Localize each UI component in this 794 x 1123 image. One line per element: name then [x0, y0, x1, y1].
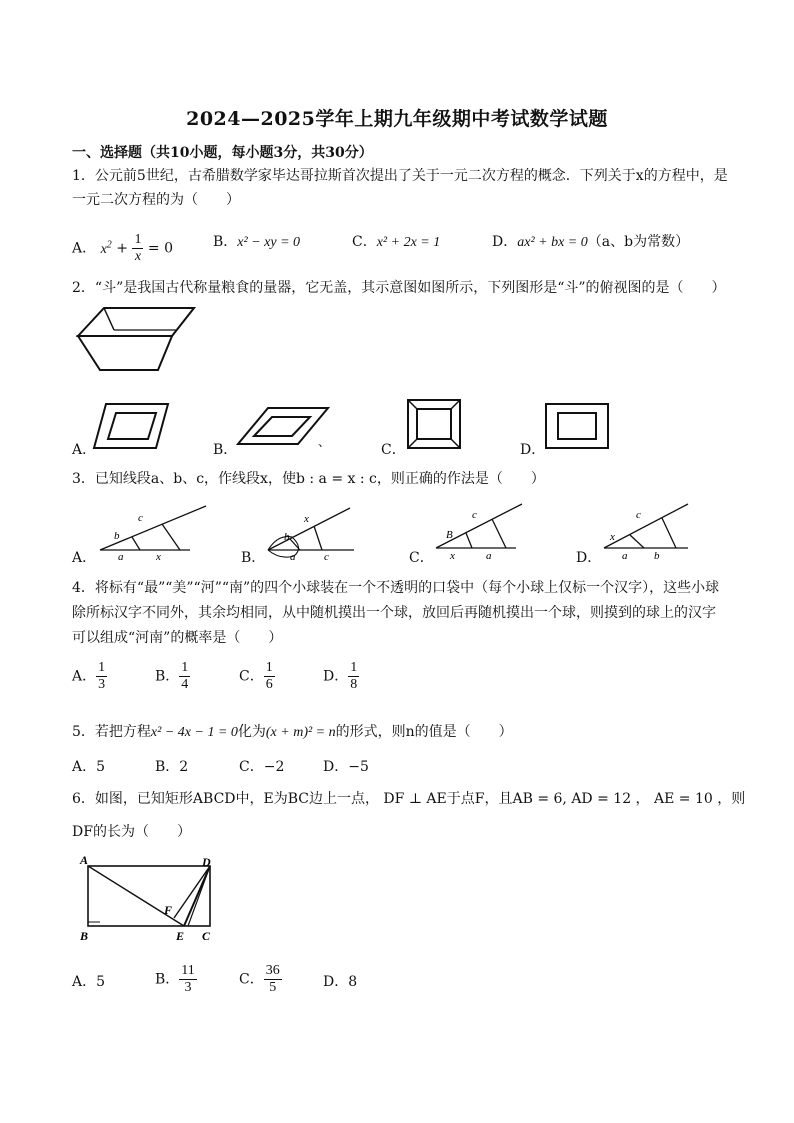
- q3-stem: 3．已知线段a、b、c，作线段x，使b : a = x : c，则正确的作法是（ ）: [72, 471, 545, 487]
- q3a-label-2: b: [114, 530, 120, 542]
- q3c-label-4: a: [486, 550, 492, 562]
- q4-option-d: D． $\frac{1}{8}$: [323, 660, 358, 692]
- q2-option-d: D．: [520, 442, 546, 458]
- q3c-label-3: x: [450, 550, 455, 562]
- q3-option-d: D．: [576, 550, 602, 566]
- q5-equation-2: (x + m)² = n: [265, 725, 336, 740]
- q3a-label-4: x: [156, 551, 161, 563]
- q3b-label-4: c: [324, 551, 329, 563]
- q3b-label-2: b: [284, 531, 290, 543]
- q5-option-a: A．5: [72, 759, 106, 775]
- q3-option-a: A．: [72, 550, 97, 566]
- q3-option-b: B．: [241, 550, 266, 566]
- q6-option-c: C． $\frac{36}{5}$: [239, 963, 280, 995]
- q3d-label-3: a: [622, 550, 628, 562]
- q2-option-a-figure: [92, 402, 172, 450]
- q6-label-B: B: [80, 929, 89, 943]
- page-title: 2024—2025学年上期九年级期中考试数学试题: [186, 108, 608, 130]
- q3-option-b-figure: [264, 504, 374, 562]
- q6-stem-line1: 6．如图，已知矩形ABCD中，E为BC边上一点， DF ⊥ AE于点F，且AB = 6, AD = 12 ， AE = 10 ，则: [72, 791, 746, 807]
- q6-rectangle-figure: [78, 852, 228, 944]
- q6-label-E: E: [176, 929, 185, 943]
- q4-stem-line2: 除所标汉字不同外，其余均相同，从中随机摸出一个球，放回后再随机摸出一个球，则摸到的球上的汉字: [72, 605, 716, 621]
- q5-option-b: B．2: [155, 759, 189, 775]
- q6-stem-line2: DF的长为（ ）: [72, 824, 191, 840]
- q2-option-c-figure: [406, 398, 462, 450]
- q2-option-c: C．: [381, 442, 406, 458]
- q3c-label-1: c: [472, 509, 477, 521]
- q5-stem: 5．若把方程x² − 4x − 1 = 0化为(x + m)² = n的形式，则n的值是（ ）: [72, 724, 513, 740]
- q3b-label-1: x: [304, 513, 309, 525]
- q4-stem-line1: 4．将标有“最”“美”“河”“南”的四个小球装在一个不透明的口袋中（每个小球上仅标一个汉字），这些小球: [72, 580, 720, 596]
- q3d-label-2: x: [610, 531, 615, 543]
- q6-option-d: D．8: [323, 974, 358, 990]
- q3c-label-2: B: [446, 529, 453, 541]
- q2-option-a: A．: [72, 442, 97, 458]
- q3-option-c: C．: [409, 550, 434, 566]
- q6-label-C: C: [202, 929, 211, 943]
- q3d-label-4: b: [654, 550, 660, 562]
- q4-option-b: B． $\frac{1}{4}$: [155, 660, 189, 692]
- q4-option-c: C． $\frac{1}{6}$: [239, 660, 273, 692]
- q6-option-b: B． $\frac{11}{3}$: [155, 963, 195, 995]
- q2-option-b-mark: 、: [318, 435, 331, 449]
- q3-option-a-figure: [96, 504, 208, 562]
- q3a-label-3: a: [118, 551, 124, 563]
- q1-option-a: A． $x^2$ + $\frac{1}{x}$ = 0: [72, 232, 173, 264]
- q1-option-d: D．ax² + bx = 0（a、b为常数）: [492, 234, 690, 250]
- q5-option-c: C．−2: [239, 759, 285, 775]
- q3b-label-3: a: [290, 551, 296, 563]
- q2-option-d-figure: [544, 402, 610, 450]
- q4-stem-line3: 可以组成“河南”的概率是（ ）: [72, 630, 283, 646]
- q6-label-D: D: [202, 855, 211, 869]
- q3-option-d-figure: [600, 502, 692, 562]
- q3d-label-1: c: [636, 509, 641, 521]
- section-heading: 一、选择题（共10小题，每小题3分，共30分）: [72, 145, 373, 161]
- q1-option-c: C．x² + 2x = 1: [352, 234, 441, 250]
- q6-label-F: F: [164, 903, 173, 917]
- q5-equation-1: x² − 4x − 1 = 0: [150, 725, 238, 740]
- q1-option-b: B．x² − xy = 0: [213, 234, 301, 250]
- q5-option-d: D．−5: [323, 759, 369, 775]
- q1-a-var: $x^2$: [100, 238, 112, 257]
- q2-option-b: B．: [213, 442, 238, 458]
- q1-stem-line2: 一元二次方程的为（ ）: [72, 192, 240, 208]
- q4-option-a: A． $\frac{1}{3}$: [72, 660, 106, 692]
- q2-stem: 2．“斗”是我国古代称量粮食的量器，它无盖，其示意图如图所示，下列图形是“斗”的俯视图的是（ ）: [72, 280, 726, 296]
- q1-a-fraction: $\frac{1}{x}$: [134, 232, 142, 264]
- q1-stem-line1: 1．公元前5世纪，古希腊数学家毕达哥拉斯首次提出了关于一元二次方程的概念．下列关于x的方程中，是: [72, 168, 728, 184]
- q3a-label-1: c: [138, 512, 143, 524]
- q3-option-c-figure: [432, 502, 526, 562]
- q2-dou-figure: [76, 306, 196, 376]
- q6-label-A: A: [80, 853, 89, 867]
- q6-option-a: A．5: [72, 974, 106, 990]
